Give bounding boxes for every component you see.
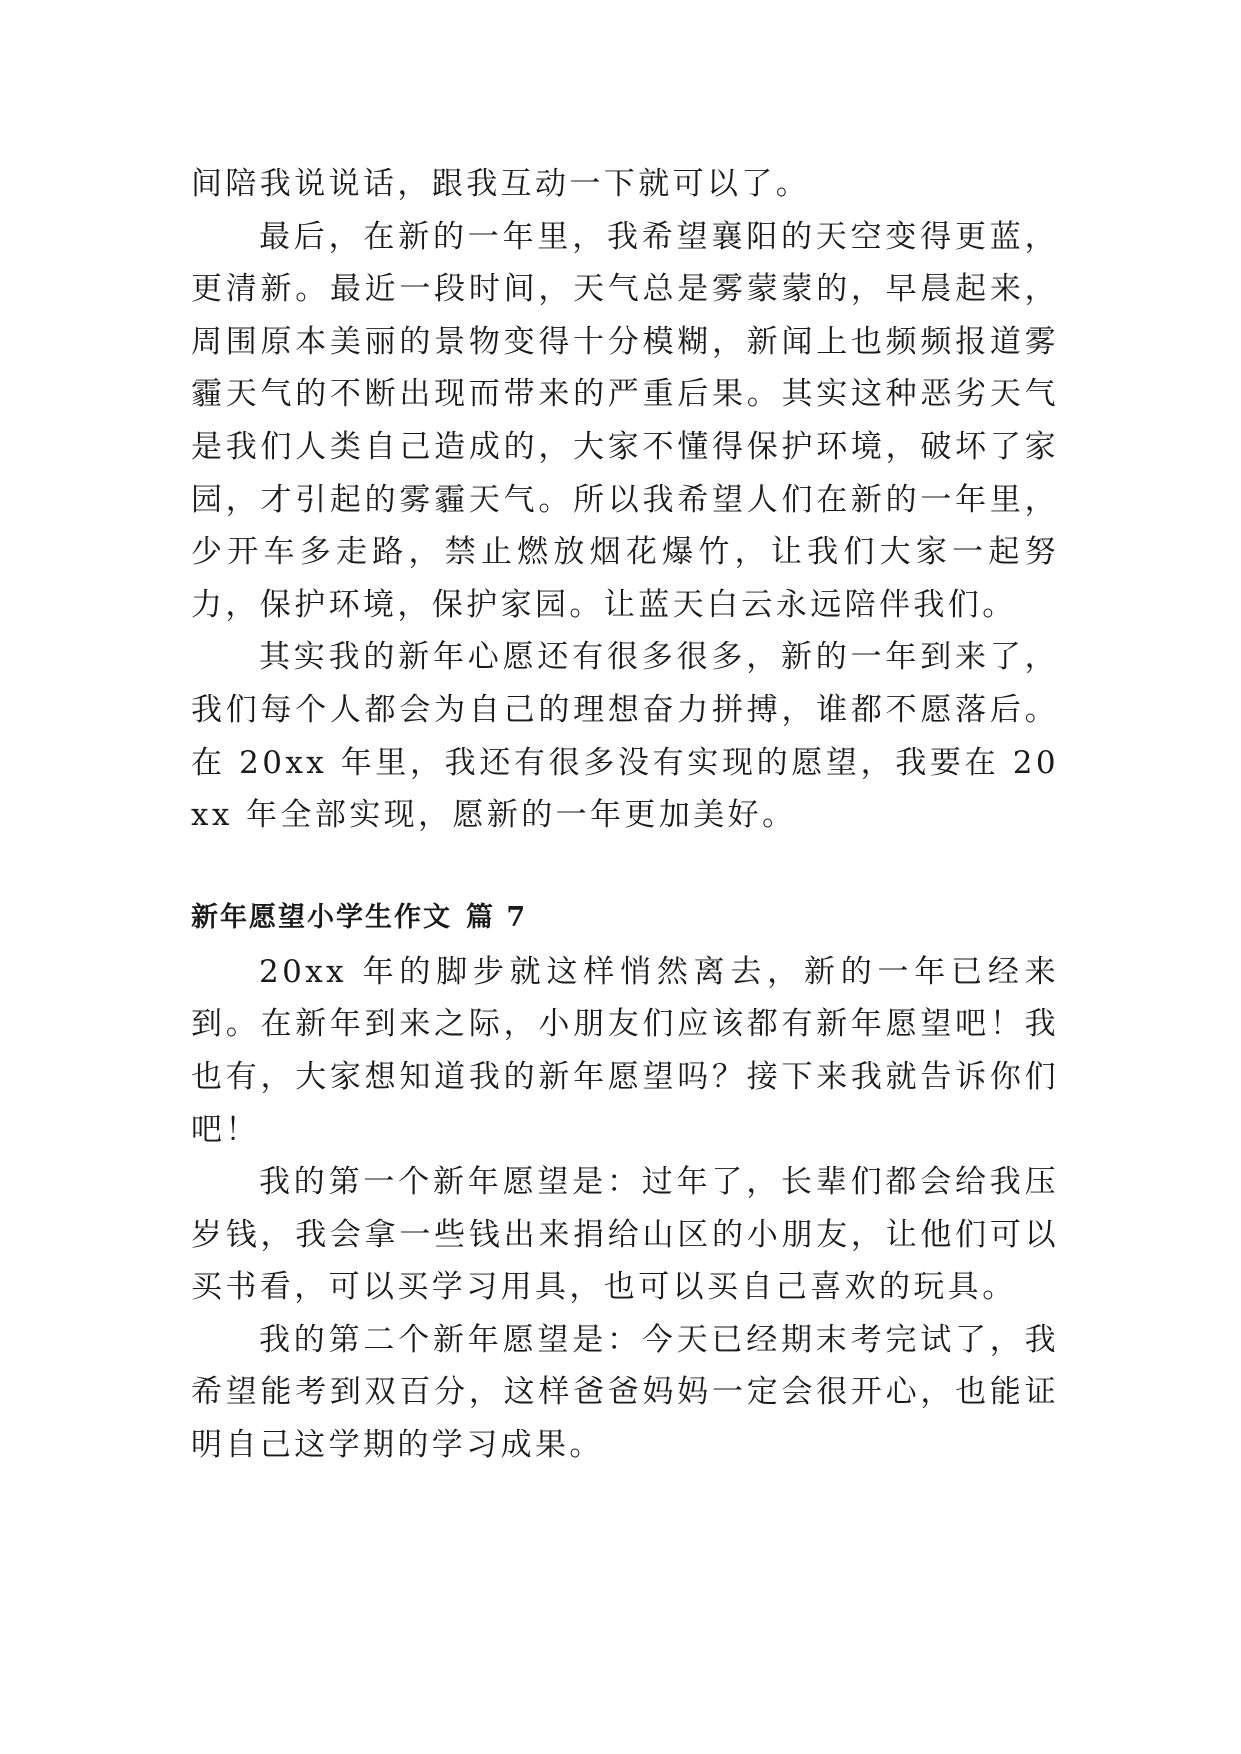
section-number: 篇 7 [466, 901, 528, 933]
paragraph-continued: 间陪我说说话，跟我互动一下就可以了。 [191, 166, 811, 202]
paragraph-intro: 20xx 年的脚步就这样悄然离去，新的一年已经来到。在新年到来之际，小朋友们应该都有新年愿望吧！我也有，大家想知道我的新年愿望吗？接下来我就告诉你们吧！ [191, 953, 1059, 1148]
section-title: 新年愿望小学生作文 [191, 901, 452, 933]
paragraph-second-wish: 我的第二个新年愿望是：今天已经期末考完试了，我希望能考到双百分，这样爸爸妈妈一定会很开心，也能证明自己这学期的学习成果。 [191, 1321, 1059, 1464]
paragraph-first-wish: 我的第一个新年愿望是：过年了，长辈们都会给我压岁钱，我会拿一些钱出来捐给山区的小朋友，让他们可以买书看，可以买学习用具，也可以买自己喜欢的玩具。 [191, 1164, 1059, 1306]
document-page [191, 158, 1059, 1472]
paragraph-sky-wish: 最后，在新的一年里，我希望襄阳的天空变得更蓝，更清新。最近一段时间，天气总是雾蒙蒙的，早晨起来，周围原本美丽的景物变得十分模糊，新闻上也频频报道雾霾天气的不断出现而带来的严重后果。其实这种恶劣天气是我们人类自己造成的，大家不懂得保护环境，破坏了家园，才引起的雾霾天气。所以我希望人们在新的一年里，少开车多走路，禁止燃放烟花爆竹，让我们大家一起努力，保护环境，保护家园。让蓝天白云永远陪伴我们。 [191, 218, 1059, 623]
section-heading [191, 892, 1059, 944]
paragraph-many-wishes: 其实我的新年心愿还有很多很多，新的一年到来了，我们每个人都会为自己的理想奋力拼搏，谁都不愿落后。在 20xx 年里，我还有很多没有实现的愿望，我要在 20xx 年全部实现，愿新的一年更加美好。 [191, 639, 1059, 834]
